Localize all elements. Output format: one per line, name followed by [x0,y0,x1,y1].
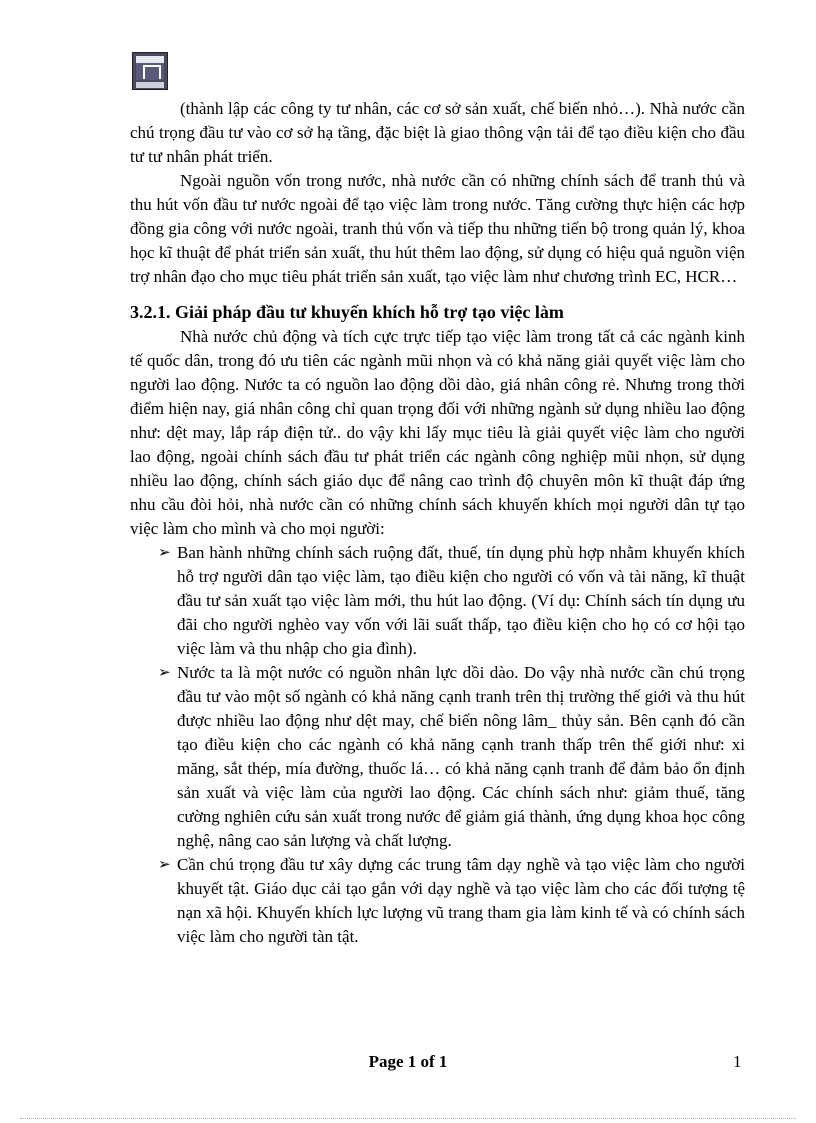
arrow-bullet-icon: ➢ [158,665,171,681]
section-heading: 3.2.1. Giải pháp đầu tư khuyến khích hỗ trợ tạo việc làm [130,302,564,322]
page-footer [0,1052,816,1076]
page-number: 1 [733,1052,742,1071]
arrow-bullet-icon: ➢ [158,545,171,561]
intro-paragraph-2: Ngoài nguồn vốn trong nước, nhà nước cần có những chính sách để tranh thủ và thu hút vốn đầu tư nước ngoài để tạo việc làm trong nước. Tăng cường thực hiện các hợp đồng gia công với nước ngoài, tranh thủ vốn và tiếp thu những tiến bộ trong quản lý, khoa học kĩ thuật để phát triển sản xuất, thu hút thêm lao động, sử dụng có hiệu quả nguồn viện trợ nhân đạo cho mục tiêu phát triển sản xuất, tạo việc làm như chương trình EC, HCR… [130,171,745,286]
bottom-divider [20,1118,796,1119]
list-item-text: Cần chú trọng đầu tư xây dựng các trung tâm dạy nghề và tạo việc làm cho người khuyết tật. Giáo dục cải tạo gắn với dạy nghề và tạo việc làm cho các đối tượng tệ nạn xã hội. Khuyến khích lực lượng vũ trang tham gia làm kinh tế và có chính sách việc làm cho người tàn tật. [177,855,745,946]
section-paragraph-1: Nhà nước chủ động và tích cực trực tiếp tạo việc làm trong tất cả các ngành kinh tế quốc dân, trong đó ưu tiên các ngành mũi nhọn và có khả năng giải quyết việc làm cho người lao động. Nước ta có nguồn lao động dồi dào, giá nhân công rẻ. Nhưng trong thời điểm hiện nay, giá nhân công chỉ quan trọng đối với những ngành sử dụng nhiều lao động như: dệt may, lắp ráp điện tử.. do vậy khi lấy mục tiêu là giải quyết việc làm cho người lao động, ngoài chính sách đầu tư phát triển các ngành công nghiệp mũi nhọn, sử dụng nhiều lao động, chính sách giáo dục để nâng cao trình độ chuyên môn kĩ thuật đáp ứng nhu cầu đòi hỏi, nhà nước cần có những chính sách khuyến khích mọi người dân tự tạo việc làm cho mình và cho mọi người: [130,327,745,538]
intro-paragraph-1: (thành lập các công ty tư nhân, các cơ sở sản xuất, chế biến nhỏ…). Nhà nước cần chú trọng đầu tư vào cơ sở hạ tầng, đặc biệt là giao thông vận tải để tạo điều kiện cho đầu tư tư nhân phát triển. [130,99,745,166]
page-label: Page 1 of 1 [368,1052,448,1071]
document-body [130,97,745,949]
list-item-text: Nước ta là một nước có nguồn nhân lực dồi dào. Do vậy nhà nước cần chú trọng đầu tư vào một số ngành có khả năng cạnh tranh trên thị trường thế giới và thu hút được nhiều lao động như dệt may, chế biến nông lâm_ thủy sản. Bên cạnh đó cần tạo điều kiện cho các ngành có khả năng cạnh tranh thấp trên thế giới như: xi măng, sắt thép, mía đường, thuốc lá… có khả năng cạnh tranh để đảm bảo ổn định sản xuất và việc làm của người lao động. Các chính sách như: giảm thuế, tăng cường nghiên cứu sản xuất trong nước để giảm giá thành, ứng dụng khoa học công nghệ, nâng cao sản lượng và chất lượng. [177,663,745,850]
list-item [130,541,745,661]
list-item-text: Ban hành những chính sách ruộng đất, thuế, tín dụng phù hợp nhằm khuyến khích hỗ trợ người dân tạo việc làm, tạo điều kiện cho người có vốn và tài năng, kĩ thuật đầu tư sản xuất tạo việc làm mới, thu hút lao động. (Ví dụ: Chính sách tín dụng ưu đãi cho người nghèo vay vốn với lãi suất thấp, tạo điều kiện cho họ có cơ hội tạo việc làm và thu nhập cho gia đình). [177,543,745,658]
bullet-list [130,541,745,949]
document-logo [132,52,168,90]
list-item [130,853,745,949]
list-item [130,661,745,853]
logo-caption [136,82,164,88]
arrow-bullet-icon: ➢ [158,857,171,873]
